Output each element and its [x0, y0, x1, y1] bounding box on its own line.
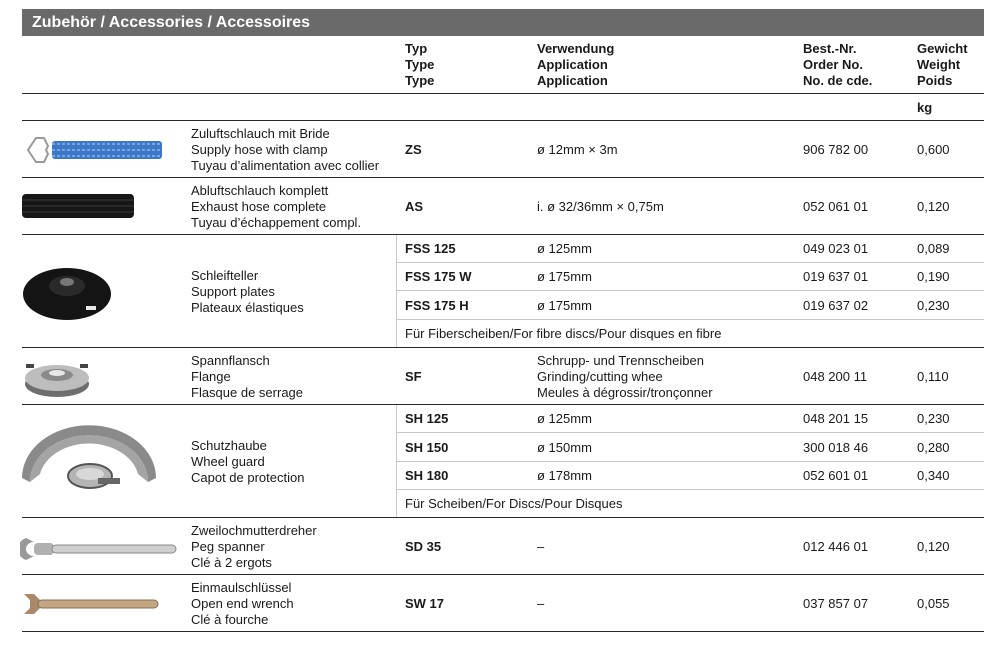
row-description: Schutzhaube — [191, 438, 267, 453]
row-description: Clé à fourche — [191, 612, 269, 627]
column-divider — [396, 235, 397, 347]
row-description: Wheel guard — [191, 454, 265, 469]
peg-spanner-image — [20, 532, 178, 564]
row-divider — [22, 631, 984, 632]
subrow-type: FSS 175 W — [405, 269, 472, 284]
row-divider — [22, 234, 984, 235]
open-end-wrench-image — [20, 590, 160, 618]
subrow-application: ø 175mm — [537, 298, 592, 313]
header-divider — [22, 93, 984, 94]
subrow-weight: 0,230 — [917, 298, 950, 313]
subrow-divider — [396, 319, 984, 320]
subrow-application: ø 178mm — [537, 468, 592, 483]
row-description: Abluftschlauch komplett — [191, 183, 329, 198]
row-description: Einmaulschlüssel — [191, 580, 292, 595]
row-description: Tuyau d’échappement compl. — [191, 215, 362, 230]
subrow-order-number: 300 018 46 — [803, 440, 869, 455]
row-divider — [22, 120, 984, 121]
subrow-type: FSS 175 H — [405, 298, 469, 313]
subrow-application: ø 150mm — [537, 440, 592, 455]
row-description: Exhaust hose complete — [191, 199, 327, 214]
row-divider — [22, 404, 984, 405]
row-description: Tuyau d’alimentation avec collier — [191, 158, 380, 173]
subrow-divider — [396, 262, 984, 263]
wheel-guard-image — [20, 416, 158, 490]
header-order-de: Best.-Nr. — [803, 41, 857, 56]
subrow-weight: 0,190 — [917, 269, 950, 284]
row-divider — [22, 574, 984, 575]
row-order-number: 906 782 00 — [803, 142, 869, 157]
subrow-order-number: 049 023 01 — [803, 241, 869, 256]
subrow-weight: 0,230 — [917, 411, 950, 426]
row-application: i. ø 32/36mm × 0,75m — [537, 199, 664, 214]
row-description: Open end wrench — [191, 596, 294, 611]
row-application: ø 12mm × 3m — [537, 142, 618, 157]
subrow-application: ø 125mm — [537, 241, 592, 256]
row-divider — [22, 177, 984, 178]
header-order-fr: No. de cde. — [803, 73, 873, 88]
row-description: Plateaux élastiques — [191, 300, 304, 315]
flange-image — [22, 356, 92, 400]
header-weight-de: Gewicht — [917, 41, 968, 56]
subrow-divider — [396, 432, 984, 433]
row-application: Schrupp- und Trennscheiben — [537, 353, 704, 368]
subrow-application: ø 125mm — [537, 411, 592, 426]
row-note: Für Fiberscheiben/For fibre discs/Pour disques en fibre — [405, 326, 722, 341]
subrow-divider — [396, 461, 984, 462]
header-application-en: Application — [537, 57, 608, 72]
support-plate-image — [22, 262, 112, 322]
row-description: Supply hose with clamp — [191, 142, 328, 157]
row-type: AS — [405, 199, 424, 214]
header-type-en: Type — [405, 57, 435, 72]
subrow-application: ø 175mm — [537, 269, 592, 284]
row-weight: 0,120 — [917, 539, 950, 554]
header-weight-fr: Poids — [917, 73, 953, 88]
row-type: ZS — [405, 142, 422, 157]
header-application-de: Verwendung — [537, 41, 615, 56]
subrow-weight: 0,340 — [917, 468, 950, 483]
exhaust-hose-image — [22, 192, 134, 220]
row-weight: 0,110 — [917, 369, 949, 384]
subrow-order-number: 048 201 15 — [803, 411, 869, 426]
row-order-number: 012 446 01 — [803, 539, 869, 554]
row-type: SW 17 — [405, 596, 445, 611]
row-order-number: 037 857 07 — [803, 596, 869, 611]
supply-hose-image — [22, 130, 164, 170]
subrow-type: SH 150 — [405, 440, 449, 455]
subrow-divider — [396, 290, 984, 291]
header-type-fr: Type — [405, 73, 435, 88]
row-type: SD 35 — [405, 539, 442, 554]
row-description: Zuluftschlauch mit Bride — [191, 126, 330, 141]
subrow-type: SH 180 — [405, 468, 449, 483]
row-description: Support plates — [191, 284, 275, 299]
row-application: – — [537, 539, 545, 554]
row-description: Peg spanner — [191, 539, 265, 554]
row-description: Schleifteller — [191, 268, 259, 283]
subrow-order-number: 052 601 01 — [803, 468, 869, 483]
header-order-en: Order No. — [803, 57, 863, 72]
row-divider — [22, 517, 984, 518]
subrow-type: FSS 125 — [405, 241, 456, 256]
row-description: Clé à 2 ergots — [191, 555, 272, 570]
row-divider — [22, 347, 984, 348]
row-description: Zweilochmutterdreher — [191, 523, 317, 538]
row-description: Flange — [191, 369, 231, 384]
subrow-weight: 0,280 — [917, 440, 950, 455]
subrow-type: SH 125 — [405, 411, 449, 426]
header-type-de: Typ — [405, 41, 428, 56]
header-weight-unit: kg — [917, 100, 933, 115]
row-description: Flasque de serrage — [191, 385, 304, 400]
row-weight: 0,120 — [917, 199, 950, 214]
row-application: Meules à dégrossir/tronçonner — [537, 385, 713, 400]
row-application: Grinding/cutting whee — [537, 369, 663, 384]
row-description: Spannflansch — [191, 353, 270, 368]
row-note: Für Scheiben/For Discs/Pour Disques — [405, 496, 623, 511]
table-title: Zubehör / Accessories / Accessoires — [22, 9, 984, 36]
subrow-order-number: 019 637 02 — [803, 298, 869, 313]
row-description: Capot de protection — [191, 470, 305, 485]
subrow-order-number: 019 637 01 — [803, 269, 869, 284]
subrow-weight: 0,089 — [917, 241, 950, 256]
row-order-number: 052 061 01 — [803, 199, 869, 214]
row-weight: 0,600 — [917, 142, 950, 157]
row-type: SF — [405, 369, 422, 384]
row-weight: 0,055 — [917, 596, 950, 611]
header-weight-en: Weight — [917, 57, 961, 72]
header-application-fr: Application — [537, 73, 608, 88]
row-application: – — [537, 596, 545, 611]
subrow-divider — [396, 489, 984, 490]
row-order-number: 048 200 11 — [803, 369, 868, 384]
